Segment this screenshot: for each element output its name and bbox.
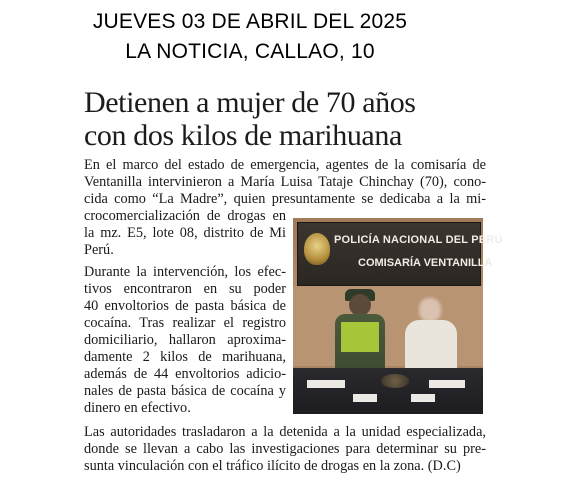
banner-title: POLICÍA NACIONAL DEL PERÚ <box>334 234 503 246</box>
headline-line-2: con dos kilos de marihuana <box>84 119 402 152</box>
newspaper-page-header: LA NOTICIA, CALLAO, 10 <box>125 40 375 63</box>
body-line: nales de pasta básica de cocaína y <box>84 383 286 399</box>
body-line: En el marco del estado de emergencia, agentes de la comisaría de <box>84 157 486 173</box>
body-line: además de 44 envoltorios adicio- <box>84 366 286 382</box>
body-line: Ventanilla intervinieron a María Luisa Tataje Chinchay (70), cono- <box>84 174 486 190</box>
body-line: damente 2 kilos de marihuana, <box>84 349 286 365</box>
body-line: crocomercialización de drogas en <box>84 208 286 224</box>
body-line: sunta vinculación con el tráfico ilícito de drogas en la zona. (D.C) <box>84 458 461 474</box>
officer-head <box>349 294 371 316</box>
news-photo <box>293 218 503 414</box>
date-header: JUEVES 03 DE ABRIL DEL 2025 <box>92 10 408 33</box>
body-line: donde se llevan a cabo las investigaciones para determinar su pre- <box>84 441 486 457</box>
body-line: Las autoridades trasladaron a la detenida a la unidad especializada, <box>84 424 486 440</box>
body-line: cocaína. Tras realizar el registro <box>84 315 286 331</box>
body-line: Durante la intervención, los efec- <box>84 264 286 280</box>
body-line: Perú. <box>84 242 114 258</box>
body-line: domiciliario, hallaron aproxima- <box>84 332 286 348</box>
banner-subtitle: COMISARÍA VENTANILLA <box>358 257 493 269</box>
headline-line-1: Detienen a mujer de 70 años <box>84 86 416 119</box>
body-line: 40 envoltorios de pasta básica de <box>84 298 286 314</box>
body-line: cida como “La Madre”, quien presuntamente se dedicaba a la mi- <box>84 191 486 207</box>
body-line: la mz. E5, lote 08, distrito de Mi <box>84 225 286 241</box>
evidence-packet <box>353 394 377 402</box>
evidence-label <box>307 380 345 388</box>
police-banner <box>297 222 503 286</box>
seized-drugs <box>381 374 409 388</box>
evidence-label <box>429 380 465 388</box>
police-crest-icon <box>304 233 330 265</box>
officer-vest <box>341 322 379 352</box>
detainee-blurred-face <box>419 298 441 322</box>
evidence-packet <box>411 394 435 402</box>
body-line: tivos encontraron en su poder <box>84 281 286 297</box>
body-line: dinero en efectivo. <box>84 400 191 416</box>
